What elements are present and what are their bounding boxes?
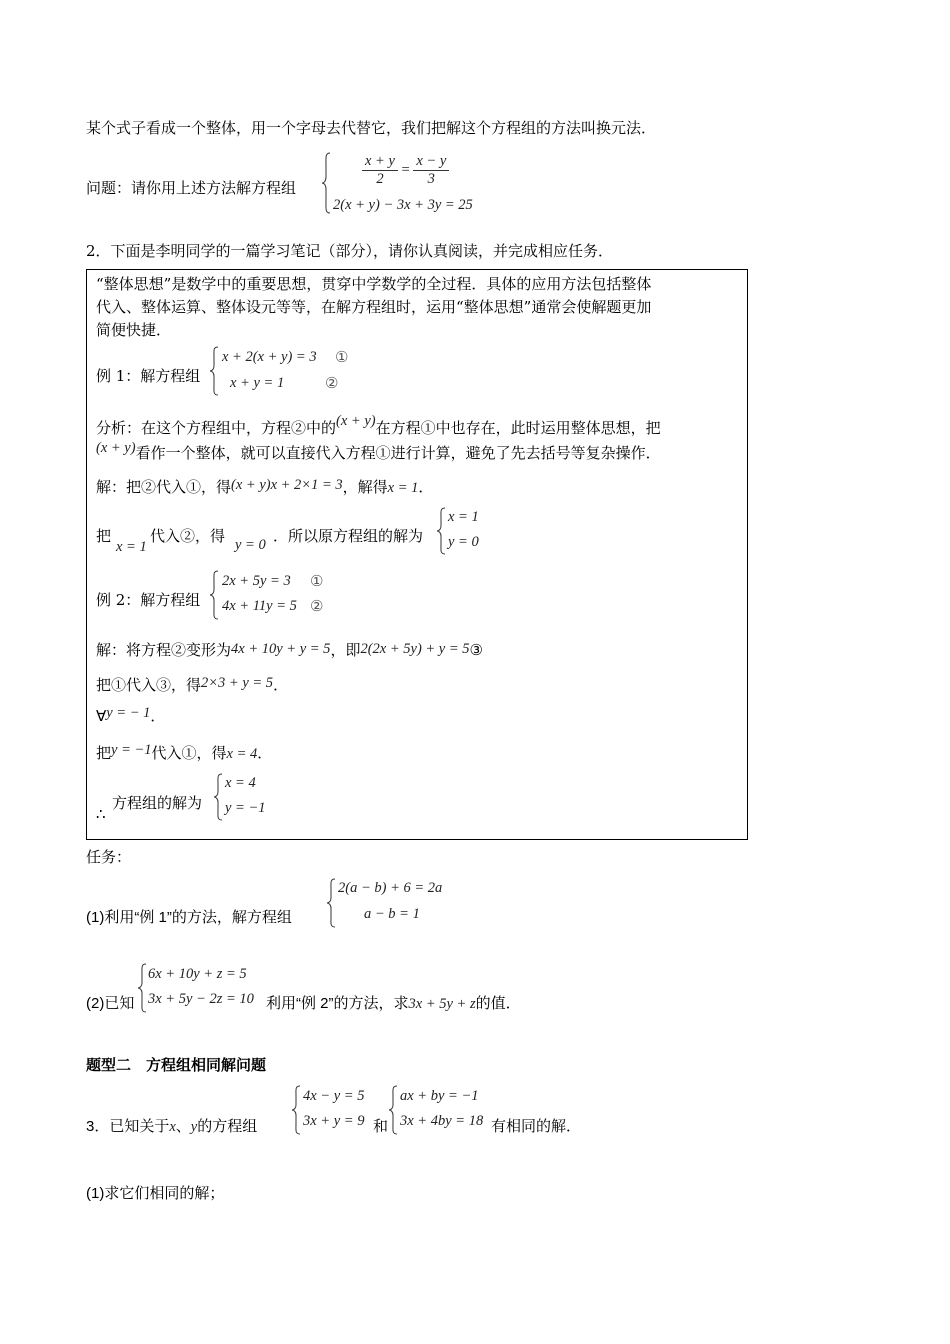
therefore-symbol: ∴: [96, 805, 106, 823]
section2-title: 题型二 方程组相同解问题: [86, 1057, 267, 1074]
frac-numerator: x + y: [362, 153, 398, 171]
task2-text: [266, 992, 521, 1013]
solution2-line4-text-b: 代入①，得: [151, 744, 227, 762]
system1-eq2: 3x + y = 9: [303, 1113, 365, 1129]
problem3-lead: 3．已知关于: [86, 1118, 170, 1135]
example1-eq2: x + y = 1: [230, 375, 285, 391]
task2-text-c: 的值．: [475, 995, 521, 1012]
notes-para1-line3: 简便快捷．: [96, 321, 172, 339]
solution2-text-a: 解：将方程②变形为: [96, 641, 232, 659]
solution1-line: [96, 476, 433, 497]
solution2-line4-expr: y = −1: [111, 742, 152, 758]
left-brace-icon: [210, 346, 220, 396]
solution1-end: ．: [418, 478, 434, 496]
task2-label: (2)已知: [86, 995, 135, 1012]
circled-1: ①: [335, 348, 349, 366]
system2-eq1: ax + by = −1: [400, 1088, 479, 1104]
left-brace-icon: [214, 773, 224, 821]
task1-eq1: 2(a − b) + 6 = 2a: [338, 880, 443, 896]
final-x: x = 4: [225, 775, 256, 791]
task2-eq1: 6x + 10y + z = 5: [148, 966, 247, 982]
example2-eq1: 2x + 5y = 3: [222, 573, 291, 589]
solution2-line4-text-a: 把: [96, 744, 112, 762]
analysis-text-a: 分析：在这个方程组中，方程②中的: [96, 419, 337, 437]
analysis-line1: [96, 413, 661, 438]
var-y: y: [190, 1119, 198, 1135]
task1-label: (1)利用“例 1”的方法，解方程组: [86, 909, 292, 926]
solution2-line2-end: ．: [273, 676, 289, 694]
example2-eq2: 4x + 11y = 5: [222, 598, 297, 614]
solution1-expr: (x + y)x + 2×1 = 3: [231, 477, 343, 493]
question-label: 问题：请你用上述方法解方程组: [86, 179, 297, 197]
solution2-expr2: 2(2x + 5y) + y = 5: [360, 641, 470, 657]
circled-2: ②: [310, 597, 324, 615]
solution2-line4: [96, 742, 272, 763]
analysis2-expr: (x + y): [96, 440, 136, 456]
left-brace-icon: [138, 963, 148, 1013]
intro-eq2: 2(x + y) − 3x + 3y = 25: [333, 197, 473, 213]
solution2-line2-text: 把①代入③，得: [96, 676, 202, 694]
task2-text-b: 利用“例 2”的方法，求: [266, 995, 409, 1012]
solution1-result: x = 1: [387, 480, 419, 496]
left-brace-icon: [327, 878, 337, 928]
notes-para1-line1: “整体思想”是数学中的重要思想，贯穿中学数学的全过程．具体的应用方法包括整体: [96, 275, 652, 293]
frac-denominator: 2: [376, 171, 384, 187]
solution2-expr1: 4x + 10y + y = 5: [231, 641, 331, 657]
analysis-expr: (x + y): [336, 413, 376, 429]
frac-denominator: 3: [427, 171, 435, 187]
intro-eq1: [362, 153, 449, 188]
analysis2-text: 看作一个整体，就可以直接代入方程①进行计算，避免了先去括号等复杂操作．: [135, 444, 661, 462]
system1-eq1: 4x − y = 5: [303, 1088, 365, 1104]
final-solution-label: 方程组的解为: [112, 794, 203, 812]
problem2-title: 2．下面是李明同学的一篇学习笔记（部分），请你认真阅读，并完成相应任务．: [86, 242, 614, 260]
left-brace-icon: [322, 152, 332, 214]
solution-y: y = 0: [448, 534, 479, 550]
var-x: x: [169, 1119, 176, 1135]
solution2-text-b: ，即: [330, 641, 361, 659]
solution2-line1: [96, 639, 483, 660]
substitute-text-b: 代入②，得: [150, 527, 226, 545]
tasks-label: 任务：: [86, 848, 132, 866]
problem3-q1: (1)求它们相同的解；: [86, 1185, 225, 1202]
solution2-line2-expr: 2×3 + y = 5: [201, 675, 274, 691]
analysis-line2: [96, 442, 661, 463]
left-brace-icon: [210, 570, 220, 620]
left-brace-icon: [292, 1085, 302, 1135]
notes-para1-line2: 代入、整体运算、整体设元等等，在解方程组时，运用“整体思想”通常会使解题更加: [96, 298, 652, 316]
example2-label: 例 2：解方程组: [96, 591, 201, 609]
problem3-text-c: 有相同的解．: [491, 1117, 582, 1135]
example1-label: 例 1：解方程组: [96, 367, 201, 385]
circled-1: ①: [310, 572, 324, 590]
analysis-text-b: 在方程①中也存在，此时运用整体思想，把: [375, 419, 661, 437]
frac-numerator: x − y: [413, 153, 449, 171]
example1-eq1: x + 2(x + y) = 3: [222, 349, 317, 365]
solution1-text-b: ，解得: [342, 478, 388, 496]
solution2-line2: [96, 674, 288, 695]
forall-symbol: ∀: [96, 708, 107, 725]
substitute-text-a: 把: [96, 527, 112, 545]
substitute-y: y = 0: [235, 537, 266, 553]
solution-x: x = 1: [448, 509, 479, 525]
solution2-line3: [96, 705, 165, 726]
circled-2: ②: [325, 374, 339, 392]
task2-eq2: 3x + 5y − 2z = 10: [148, 991, 254, 1007]
task2-expr: 3x + 5y + z: [408, 996, 476, 1012]
problem3-sep: 、: [175, 1117, 191, 1135]
solution2-line4-end: ．: [257, 744, 273, 762]
substitute-text-c: ．所以原方程组的解为: [273, 527, 424, 545]
problem3-text-a: [86, 1115, 257, 1136]
substitute-x: x = 1: [116, 539, 147, 555]
final-y: y = −1: [225, 800, 266, 816]
equals-sign: =: [401, 161, 410, 178]
problem3-text-b: 的方程组: [197, 1117, 258, 1135]
solution1-text-a: 解：把②代入①，得: [96, 478, 232, 496]
circled-3: ③: [469, 641, 483, 659]
solution2-line3-expr: y = − 1: [106, 705, 151, 721]
left-brace-icon: [437, 507, 447, 555]
solution2-line4-result: x = 4: [226, 746, 258, 762]
left-brace-icon: [389, 1085, 399, 1135]
task1-eq2: a − b = 1: [364, 906, 420, 922]
system2-eq2: 3x + 4by = 18: [400, 1113, 484, 1129]
and-text: 和: [373, 1117, 389, 1135]
intro-line: 某个式子看成一个整体，用一个字母去代替它，我们把解这个方程组的方法叫换元法．: [86, 119, 657, 137]
solution2-line3-end: ．: [150, 707, 166, 725]
